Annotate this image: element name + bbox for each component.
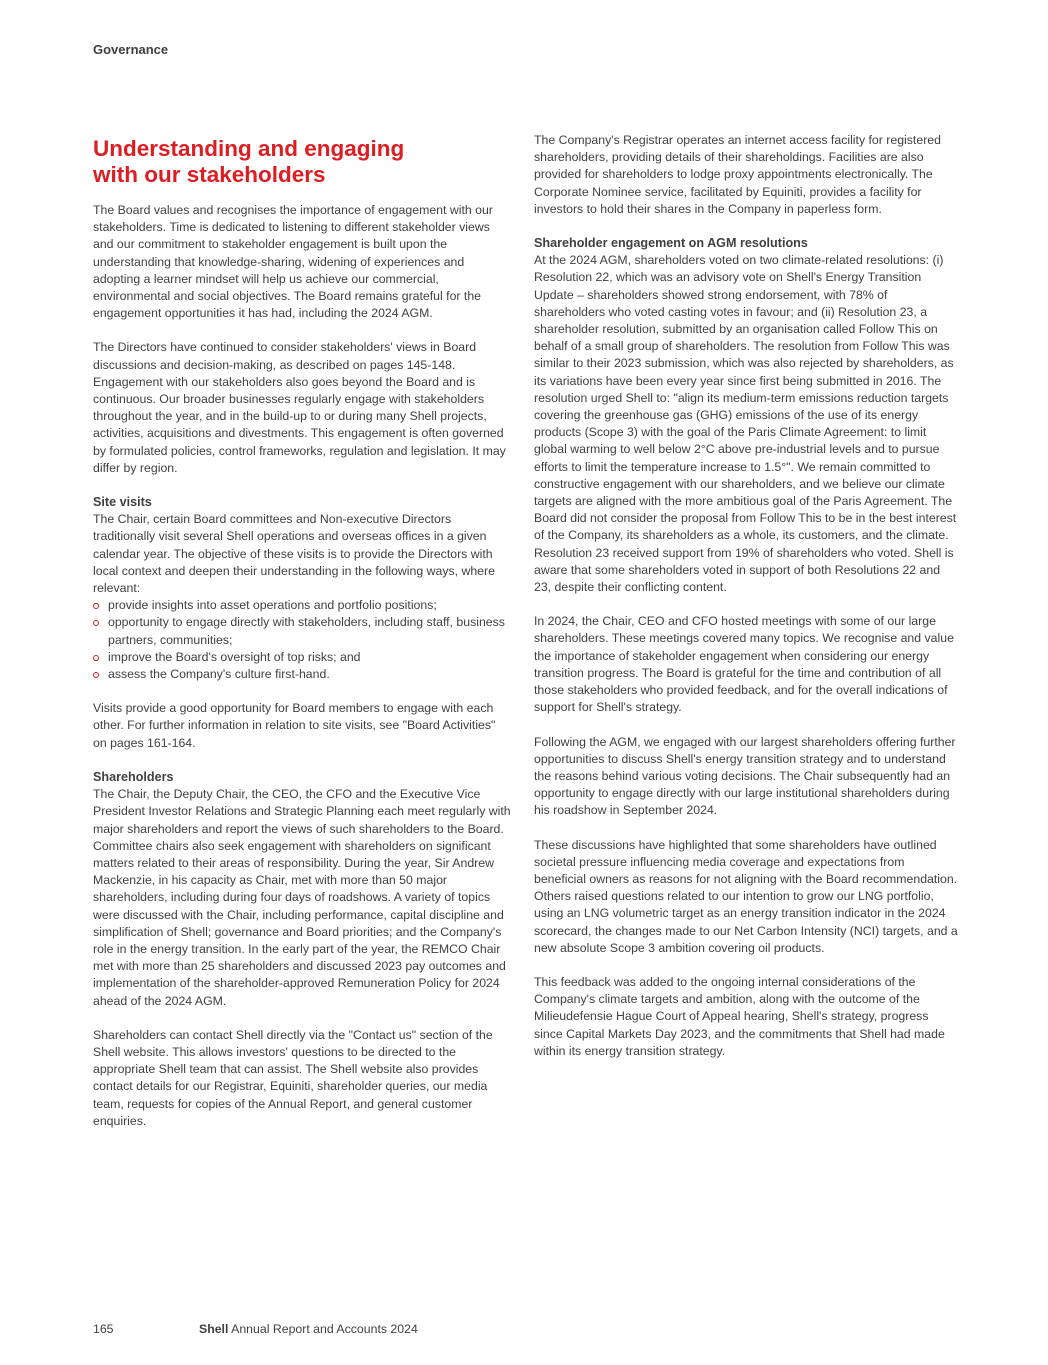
shareholders-heading: Shareholders bbox=[93, 769, 174, 784]
report-title: Annual Report and Accounts 2024 bbox=[231, 1322, 418, 1336]
report-footer bbox=[199, 1322, 418, 1336]
intro-paragraph-2: The Directors have continued to consider stakeholders' views in Board discussions and decision-making, as described on pages 145-148. Engagement with our stakeholders also goes beyond the Board and is continuous. Our broader businesses regularly engage with stakeholders throughout the year, and in the build-up to or during many Shell projects, activities, acquisitions and divestments. This engagement is often governed by formulated policies, control frameworks, regulation and legislation. It may differ by region. bbox=[93, 340, 506, 475]
bullet-text: opportunity to engage directly with stakeholders, including staff, business partners, communities; bbox=[108, 615, 505, 647]
site-visits-paragraph-1: The Chair, certain Board committees and Non-executive Directors traditionally visit several Shell operations and overseas offices in a given calendar year. The objective of these visits is to provide the Directors with local context and deepen their understanding in the following ways, where relevant: bbox=[93, 512, 495, 596]
shareholders-paragraph-1: The Chair, the Deputy Chair, the CEO, the CFO and the Executive Vice President Investor Relations and Strategic Planning each meet regularly with major shareholders and report the views of such shareholders to the Board. Committee chairs also seek engagement with shareholders on significant matters related to their areas of responsibility. During the year, Sir Andrew Mackenzie, in his capacity as Chair, met with more than 50 major shareholders, including during four days of roadshows. A variety of topics were discussed with the Chair, including performance, capital discipline and simplification of Shell; governance and Board priorities; and the Company's role in the energy transition. In the early part of the year, the REMCO Chair met with more than 25 shareholders and discussed 2023 pay outcomes and implementation of the shareholder-approved Remuneration Policy for 2024 ahead of the 2024 AGM. bbox=[93, 787, 511, 1008]
bullet-item bbox=[93, 666, 511, 683]
shareholders-paragraph-2: Shareholders can contact Shell directly via the "Contact us" section of the Shell website. This allows investors' questions to be directed to the appropriate Shell team that can assist. The Shell website also provides contact details for our Registrar, Equiniti, shareholder queries, our media team, requests for copies of the Annual Report, and general customer enquiries. bbox=[93, 1027, 493, 1128]
bullet-item bbox=[93, 597, 511, 614]
page-title bbox=[93, 136, 433, 188]
site-visits-bullet-list bbox=[93, 597, 511, 683]
agm-paragraph-5: This feedback was added to the ongoing internal considerations of the Company's climate targets and ambition, along with the outcome of the Milieudefensie Hague Court of Appeal hearing, Shell's strategy, progress since Capital Markets Day 2023, and the commitments that Shell had made within its energy transition strategy. bbox=[534, 974, 945, 1058]
agm-paragraph-1: At the 2024 AGM, shareholders voted on two climate-related resolutions: (i) Resolution 22, which was an advisory vote on Shell's Energy Transition Update – shareholders showed strong endorsement, with 78% of shareholders who voted casting votes in favour; and (ii) Resolution 23, a shareholder resolution, submitted by an organisation called Follow This on behalf of a small group of shareholders. The resolution from Follow This was similar to their 2023 submission, which was also rejected by shareholders, as its variations have been every year since first being submitted in 2016. The resolution urged Shell to: "align its medium-term emissions reduction targets covering the greenhouse gas (GHG) emissions of the use of its energy products (Scope 3) with the goal of the Paris Climate Agreement: to limit global warming to well below 2°C above pre-industrial levels and to pursue efforts to limit the temperature increase to 1.5°". We remain committed to constructive engagement with our shareholders, and we believe our climate targets are aligned with the more ambitious goal of the Paris Agreement. The Board did not consider the proposal from Follow This to be in the best interest of the Company, its shareholders as a whole, its customers, and the climate. Resolution 23 received support from 19% of shareholders who voted. Shell is aware that some shareholders voted in support of both Resolutions 22 and 23, despite their conflicting content. bbox=[534, 253, 957, 595]
brand-name: Shell bbox=[199, 1322, 229, 1336]
bullet-icon bbox=[93, 672, 99, 678]
left-column bbox=[93, 132, 511, 1147]
agm-paragraph-3: Following the AGM, we engaged with our largest shareholders offering further opportunities to discuss Shell's energy transition strategy and to understand the reasons behind various voting decisions. The Chair subsequently had an opportunity to engage directly with our large institutional shareholders during his roadshow in September 2024. bbox=[534, 734, 956, 818]
bullet-item bbox=[93, 614, 511, 648]
agm-paragraph-2: In 2024, the Chair, CEO and CFO hosted meetings with some of our large shareholders. These meetings covered many topics. We recognise and value the importance of stakeholder engagement when considering our energy transition progress. The Board is grateful for the time and contribution of all those stakeholders who provided feedback, and for the overall indications of support for Shell's strategy. bbox=[534, 614, 954, 715]
registrar-paragraph: The Company's Registrar operates an internet access facility for registered shareholders, providing details of their shareholdings. Facilities are also provided for shareholders to lodge proxy appointments electronically. The Corporate Nominee service, facilitated by Equiniti, provides a facility for investors to hold their shares in the Company in paperless form. bbox=[534, 133, 941, 216]
bullet-item bbox=[93, 649, 511, 666]
bullet-text: provide insights into asset operations and portfolio positions; bbox=[108, 598, 437, 613]
section-label: Governance bbox=[93, 42, 169, 57]
site-visits-heading: Site visits bbox=[93, 495, 152, 510]
site-visits-paragraph-2: Visits provide a good opportunity for Board members to engage with each other. For further information in relation to site visits, see "Board Activities" on pages 161-164. bbox=[93, 701, 496, 750]
bullet-text: assess the Company's culture first-hand. bbox=[108, 667, 330, 682]
page-title-line-2: with our stakeholders bbox=[93, 162, 326, 187]
bullet-icon bbox=[93, 620, 99, 626]
bullet-icon bbox=[93, 603, 99, 609]
page-title-line-1: Understanding and engaging bbox=[93, 136, 405, 161]
right-column bbox=[534, 132, 958, 1077]
intro-paragraph-1: The Board values and recognises the importance of engagement with our stakeholders. Time is dedicated to listening to different stakeholder views and our commitment to stakeholder engagement is built upon the understanding that knowledge-sharing, widening of experiences and adopting a learner mindset will help us achieve our commercial, environmental and social objectives. The Board remains grateful for the engagement opportunities it has had, including the 2024 AGM. bbox=[93, 203, 493, 321]
agm-paragraph-4: These discussions have highlighted that some shareholders have outlined societal pressure influencing media coverage and expectations from beneficial owners as reasons for not aligning with the Board recommendation. Others raised questions related to our intention to grow our LNG portfolio, using an LNG volumetric target as an energy transition indicator in the 2024 scorecard, the changes made to our Net Carbon Intensity (NCI) targets, and a new absolute Scope 3 ambition covering oil products. bbox=[534, 837, 958, 955]
page-number: 165 bbox=[93, 1322, 114, 1336]
bullet-text: improve the Board's oversight of top risks; and bbox=[108, 649, 361, 664]
agm-heading: Shareholder engagement on AGM resolutions bbox=[534, 236, 808, 251]
bullet-icon bbox=[93, 655, 99, 661]
